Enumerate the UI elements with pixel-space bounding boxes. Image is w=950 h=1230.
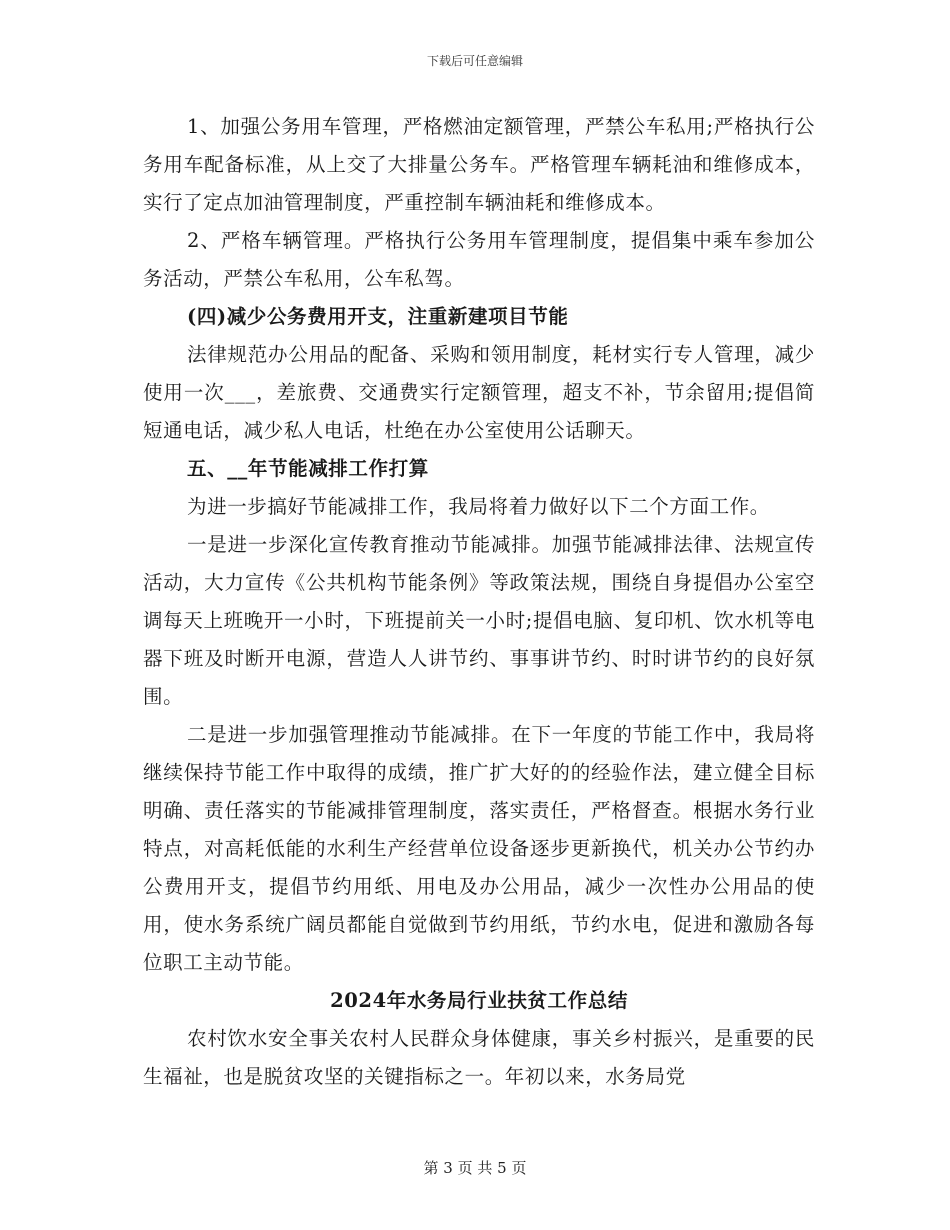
paragraph-6: 二是进一步加强管理推动节能减排。在下一年度的节能工作中，我局将继续保持节能工作中取得的成绩，推广扩大好的的经验作法，建立健全目标明确、责任落实的节能减排管理制度，落实责任，严格督查。根据水务行业特点，对高耗低能的水利生产经营单位设备逐步更新换代，机关办公节约办公费用开支，提倡节约用纸、用电及办公用品，减少一次性办公用品的使用，使水务系统广阔员都能自觉做到节约用纸，节约水电，促进和激励各每位职工主动节能。 (143, 723, 815, 974)
document-title: 2024年水务局行业扶贫工作总结 (330, 989, 628, 1012)
document-body (143, 108, 815, 1096)
paragraph-3: 法律规范办公用品的配备、采购和领用制度，耗材实行专人管理，减少使用一次___，差旅费、交通费实行定额管理，超支不补，节余留用;提倡简短通电话，减少私人电话，杜绝在办公室使用公话聊天。 (143, 343, 815, 442)
paragraph-4: 为进一步搞好节能减排工作，我局将着力做好以下二个方面工作。 (187, 495, 770, 518)
page-number: 第 3 页 共 5 页 (423, 1159, 527, 1177)
paragraph-5: 一是进一步深化宣传教育推动节能减排。加强节能减排法律、法规宣传活动，大力宣传《公共机构节能条例》等政策法规，围绕自身提倡办公室空调每天上班晚开一小时，下班提前关一小时;提倡电脑、复印机、饮水机等电器下班及时断开电源，营造人人讲节约、事事讲节约、时时讲节约的良好氛围。 (143, 533, 815, 708)
section-heading-4: (四)减少公务费用开支，注重新建项目节能 (187, 305, 569, 328)
paragraph-7: 农村饮水安全事关农村人民群众身体健康，事关乡村振兴，是重要的民生福祉，也是脱贫攻坚的关键指标之一。年初以来，水务局党 (143, 1027, 815, 1088)
paragraph-2: 2、严格车辆管理。严格执行公务用车管理制度，提倡集中乘车参加公务活动，严禁公车私用，公车私驾。 (143, 229, 815, 290)
paragraph-1: 1、加强公务用车管理，严格燃油定额管理，严禁公车私用;严格执行公务用车配备标准，从上交了大排量公务车。严格管理车辆耗油和维修成本，实行了定点加油管理制度，严重控制车辆油耗和维修成本。 (143, 115, 815, 214)
section-heading-5: 五、__年节能减排工作打算 (187, 457, 429, 480)
page-header-note: 下载后可任意编辑 (426, 54, 523, 68)
